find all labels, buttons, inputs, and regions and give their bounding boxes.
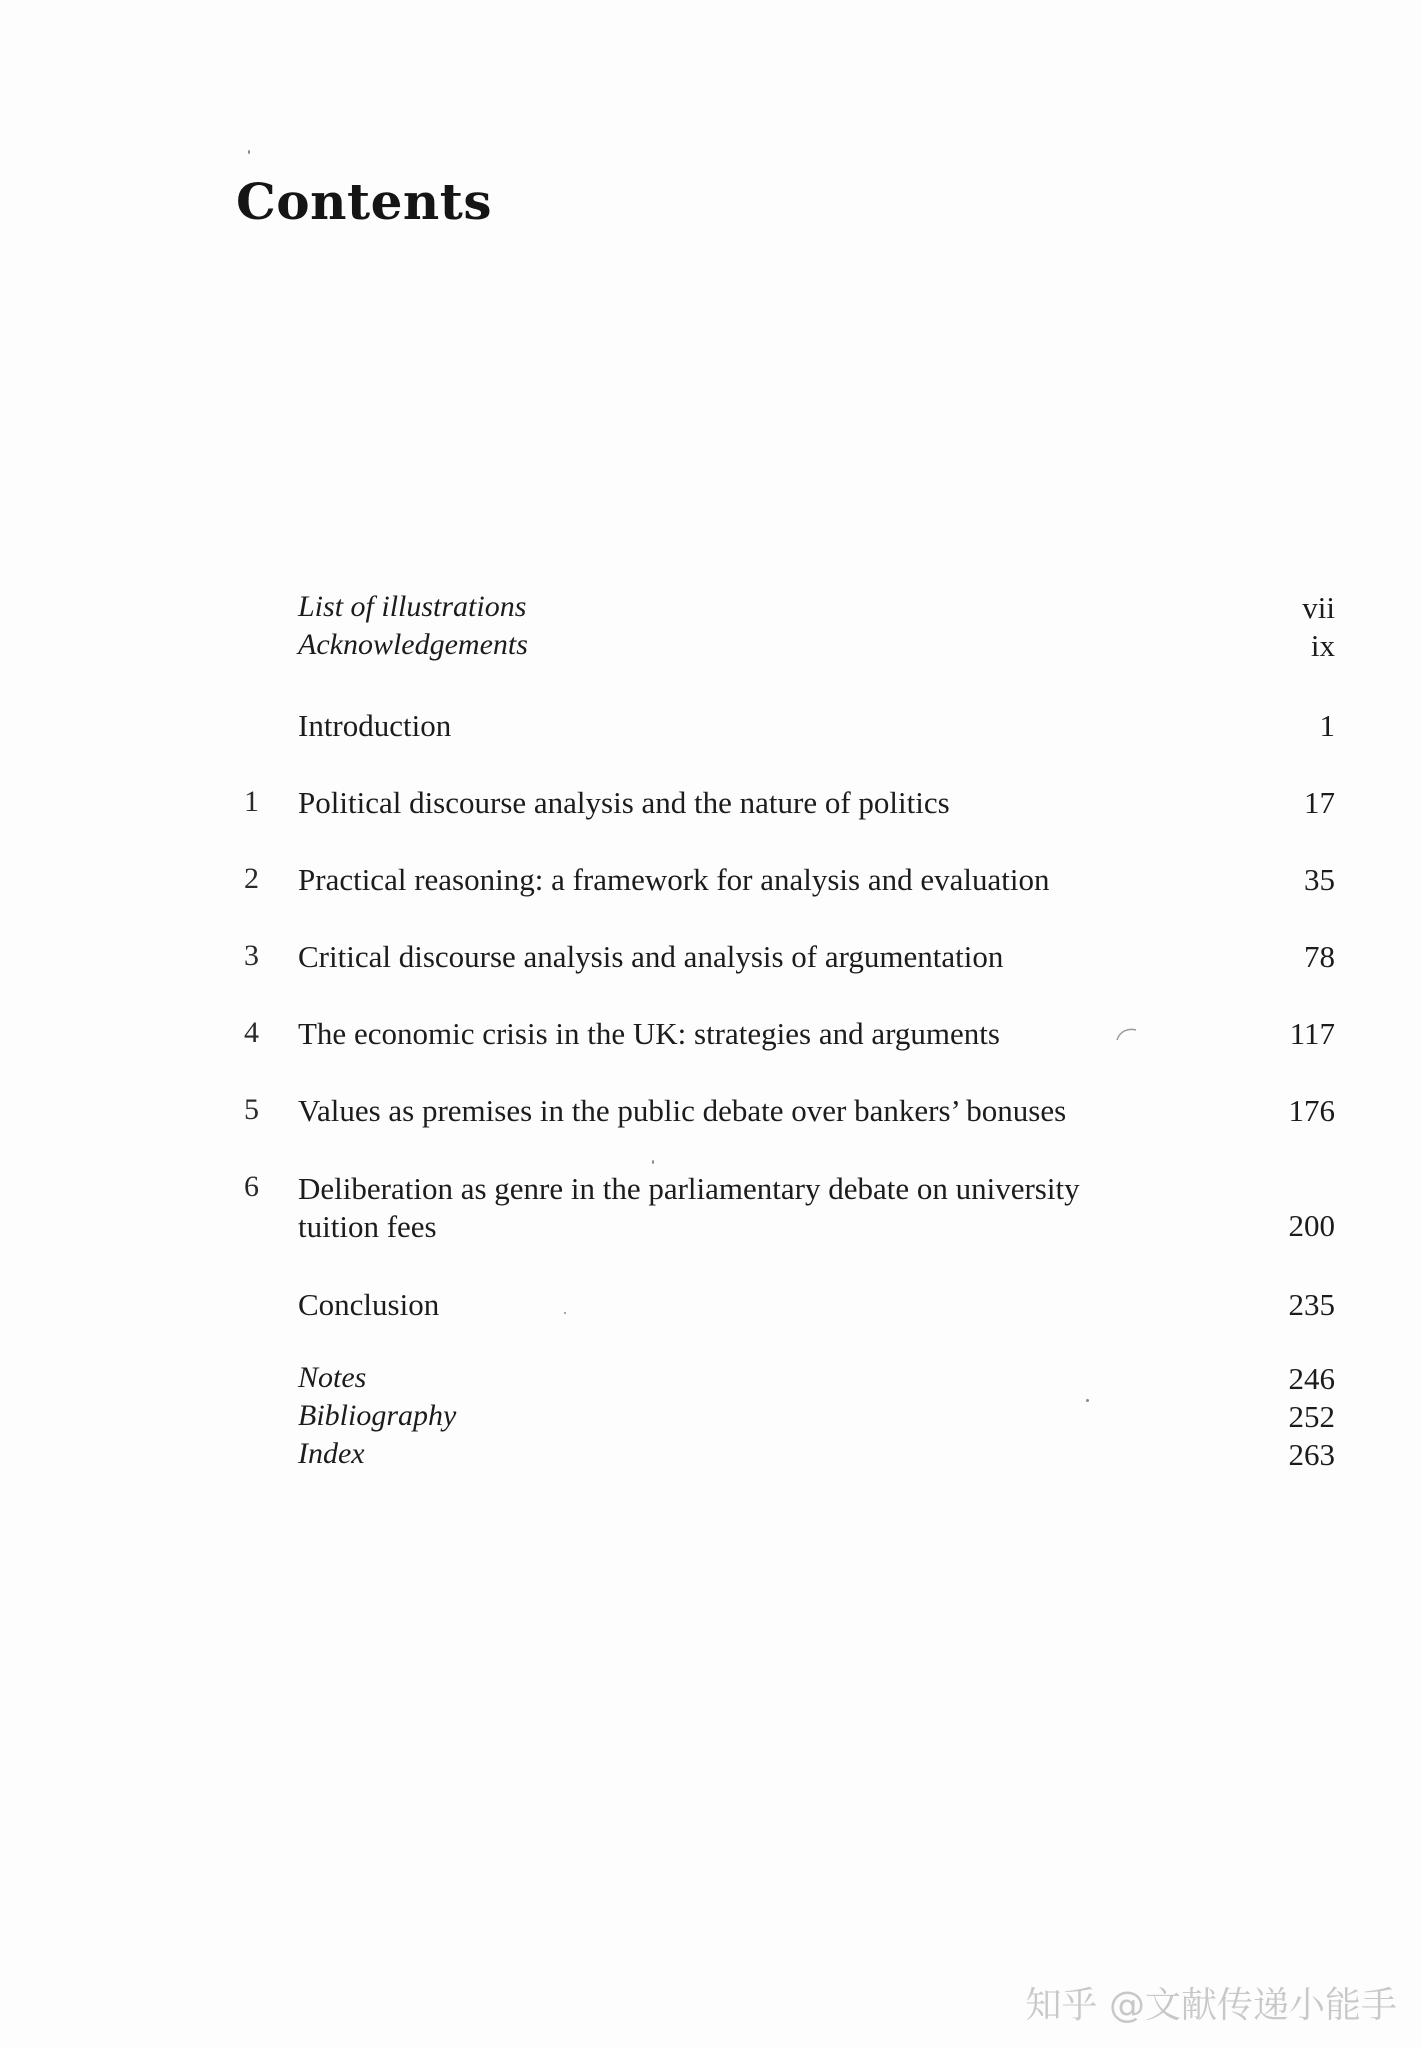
toc-entry-title: List of illustrations — [298, 590, 527, 623]
toc-entry-title: Bibliography — [298, 1399, 457, 1432]
toc-entry-title: Values as premises in the public debate over bankers’ bonuses — [298, 1093, 1067, 1128]
toc-entry-title: Conclusion — [298, 1287, 440, 1322]
toc-entry-title: Deliberation as genre in the parliamentary debate on university tuition fees — [298, 1171, 1080, 1244]
page-title: Contents — [236, 172, 493, 231]
toc-entry-page: 263 — [1288, 1437, 1335, 1472]
toc-entry-page: 117 — [1289, 1016, 1335, 1051]
toc-entry-title: Acknowledgements — [298, 628, 528, 661]
toc-entry-page: 78 — [1304, 939, 1335, 974]
scan-speck — [564, 1312, 566, 1314]
toc-entry-page: 176 — [1288, 1093, 1335, 1128]
scan-speck — [652, 1160, 654, 1164]
toc-entry-acknowledgements — [0, 626, 1421, 666]
toc-entry-title: Practical reasoning: a framework for analysis and evaluation — [298, 862, 1050, 897]
toc-entry-page: 1 — [1319, 708, 1335, 743]
chapter-number: 6 — [244, 1170, 259, 1203]
toc-entry-page: 246 — [1288, 1361, 1335, 1396]
toc-entry-chapter-2 — [0, 860, 1421, 900]
toc-entry-page: 252 — [1288, 1399, 1335, 1434]
toc-entry-page: 235 — [1288, 1287, 1335, 1322]
toc-entry-page: 35 — [1304, 862, 1335, 897]
toc-entry-title: Notes — [298, 1361, 367, 1394]
toc-entry-title: Critical discourse analysis and analysis of argumentation — [298, 939, 1004, 974]
watermark: 知乎 @文献传递小能手 — [1025, 1985, 1397, 2026]
toc-entry-page: 200 — [1288, 1208, 1335, 1243]
toc-entry-page: vii — [1302, 590, 1335, 625]
chapter-number: 4 — [244, 1016, 259, 1049]
toc-entry-title: The economic crisis in the UK: strategies and arguments — [298, 1016, 1000, 1051]
toc-entry-title: Political discourse analysis and the nature of politics — [298, 785, 950, 820]
toc-entry-chapter-6 — [0, 1168, 1421, 1248]
toc-entry-chapter-3 — [0, 937, 1421, 977]
scan-mark — [1114, 1027, 1138, 1043]
scan-speck — [248, 150, 250, 154]
toc-entry-index — [0, 1435, 1421, 1475]
toc-entry-introduction — [0, 706, 1421, 746]
chapter-number: 3 — [244, 939, 259, 972]
toc-entry-bibliography — [0, 1397, 1421, 1437]
chapter-number: 5 — [244, 1093, 259, 1126]
toc-entry-chapter-1 — [0, 783, 1421, 823]
chapter-number: 2 — [244, 862, 259, 895]
toc-entry-page: ix — [1310, 628, 1335, 663]
toc-entry-list-of-illustrations — [0, 588, 1421, 628]
toc-entry-title: Introduction — [298, 708, 452, 743]
chapter-number: 1 — [244, 785, 259, 818]
toc-entry-title: Index — [298, 1437, 365, 1470]
toc-entry-chapter-4 — [0, 1014, 1421, 1054]
toc-entry-notes — [0, 1359, 1421, 1399]
scan-speck — [1086, 1399, 1089, 1402]
toc-entry-page: 17 — [1304, 785, 1335, 820]
toc-entry-conclusion — [0, 1285, 1421, 1325]
toc-entry-chapter-5 — [0, 1091, 1421, 1131]
